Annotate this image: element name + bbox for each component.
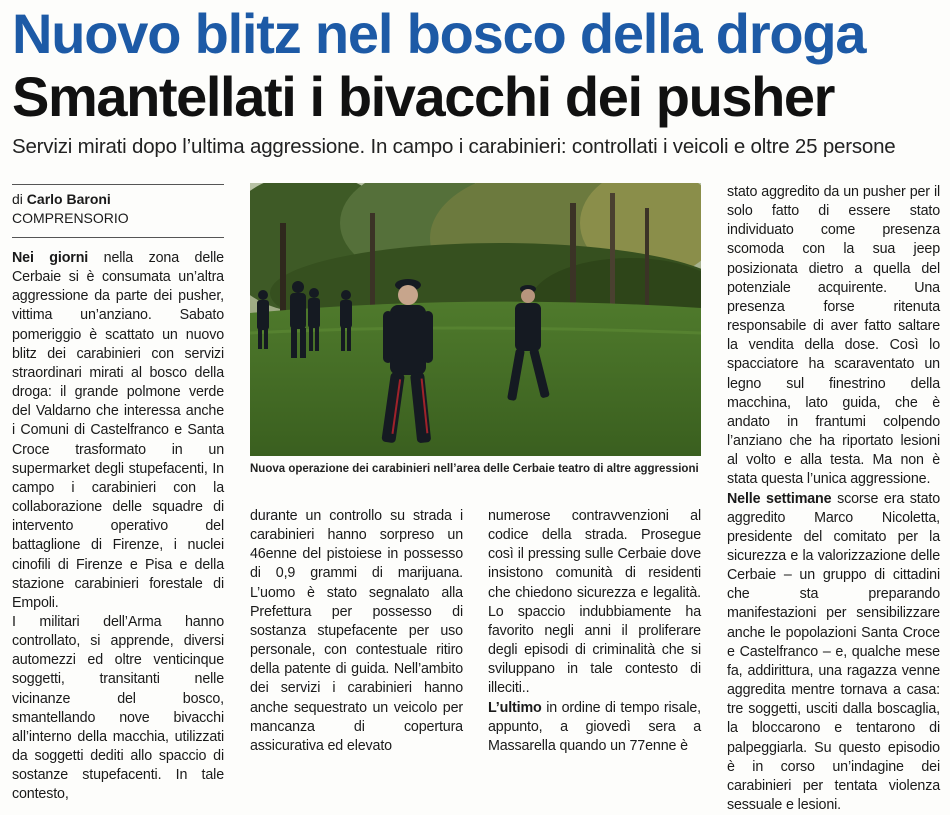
lead-in-text: L’ultimo [488, 699, 542, 716]
lead-in-text: Nelle settimane [727, 490, 832, 507]
article-column-2 [250, 507, 463, 756]
paragraph: scorse era stato aggredito Marco Nicoletta, presidente del comitato per la sicurezza e la valorizzazione delle Cerbaie – un gruppo di cittadini che sta preparando manifestazioni per sensibilizzare anche le popolazioni Santa Croce e Castelfranco – e, qualche mese fa, addirittura, una ragazza venne aggredita mentre tornava a casa: tre soggetti, usciti dalla boscaglia, la bloccarono e tentarono di palpeggiarla. Su questo episodio è in corso un’indagine dei carabinieri per tentata violenza sessuale e lesioni. [727, 490, 941, 813]
byline-top-rule [12, 184, 224, 185]
headline-line-2: Smantellati i bivacchi dei pusher [12, 65, 835, 128]
paragraph: in ordine di tempo risale, appunto, a giovedì sera a Massarella quando un 77enne è [488, 699, 702, 754]
photo-caption: Nuova operazione dei carabinieri nell’area delle Cerbaie teatro di altre aggressioni [250, 463, 699, 475]
carabinieri-patrol-photo [250, 183, 701, 456]
byline-bottom-rule [12, 237, 224, 238]
paragraph: numerose contravvenzioni al codice della strada. Prosegue così il pressing sulle Cerbaie dove insistono comunità di residenti che chiedono sicurezza e legalità. Lo spaccio indubbiamente ha favorito negli anni il proliferare degli episodi di criminalità che si sviluppano in tale contesto di illeciti.. [488, 508, 701, 697]
article-column-4 [727, 183, 940, 815]
byline-section: COMPRENSORIO [12, 210, 129, 226]
byline [12, 190, 224, 228]
subheadline: Servizi mirati dopo l’ultima aggressione. In campo i carabinieri: controllati i veicoli e oltre 25 persone [12, 135, 896, 158]
byline-prefix: di [12, 191, 23, 207]
byline-author: Carlo Baroni [26, 191, 111, 207]
paragraph: durante un controllo su strada i carabinieri hanno sorpreso un 46enne del pistoiese in possesso di 0,9 grammi di marijuana. L’uomo è stato segnalato alla Prefettura per possesso di sostanza stupefacente per uso personale, con contestuale ritiro della patente di guida. Nell’ambito dei servizi i carabinieri hanno anche sequestrato un veicolo per mancanza di copertura assicurativa ed elevato [250, 508, 463, 754]
article-column-3 [488, 507, 701, 756]
headline-line-1: Nuovo blitz nel bosco della droga [12, 2, 866, 65]
lead-in-text: Nei giorni [12, 250, 89, 266]
paragraph: stato aggredito da un pusher per il solo fatto di essere stato individuato come presenza scomoda con la sua jeep posizionata dietro a quella del potenziale acquirente. Una presenza forse ritenuta responsabile di aver fatto saltare la vendita della dose. Così lo spacciatore ha scaraventato un legno sul finestrino della macchina, lato guida, che è andato in frantumi colpendo l’anziano che ha riportato lesioni al volto e alla testa. Ma non è stata questa l’unica aggressione. [727, 184, 940, 488]
paragraph: I militari dell’Arma hanno controllato, si apprende, diversi automezzi ed oltre venticinque soggetti, transitanti nelle vicinanze del bosco, smantellando nove bivacchi all’interno della macchia, utilizzati da soggetti dediti allo spaccio di sostanze stupefacenti. In tale contesto, [12, 613, 224, 803]
article-column-1 [12, 249, 224, 805]
paragraph: nella zona delle Cerbaie si è consumata un’altra aggressione da parte dei pusher, vittima un’anziano. Sabato pomeriggio è scattato un nuovo blitz dei carabinieri con servizi straordinari mirati al bosco della droga: il grande polmone verde del Valdarno che interessa anche i Comuni di Castelfranco e Santa Croce trasformato in un supermarket degli stupefacenti, In campo i carabinieri con la collaborazione delle squadre di intervento operativo del battaglione di Firenze, i nuclei cinofili di Firenze e Pisa e della stazione carabinieri forestale di Empoli. [12, 250, 224, 611]
